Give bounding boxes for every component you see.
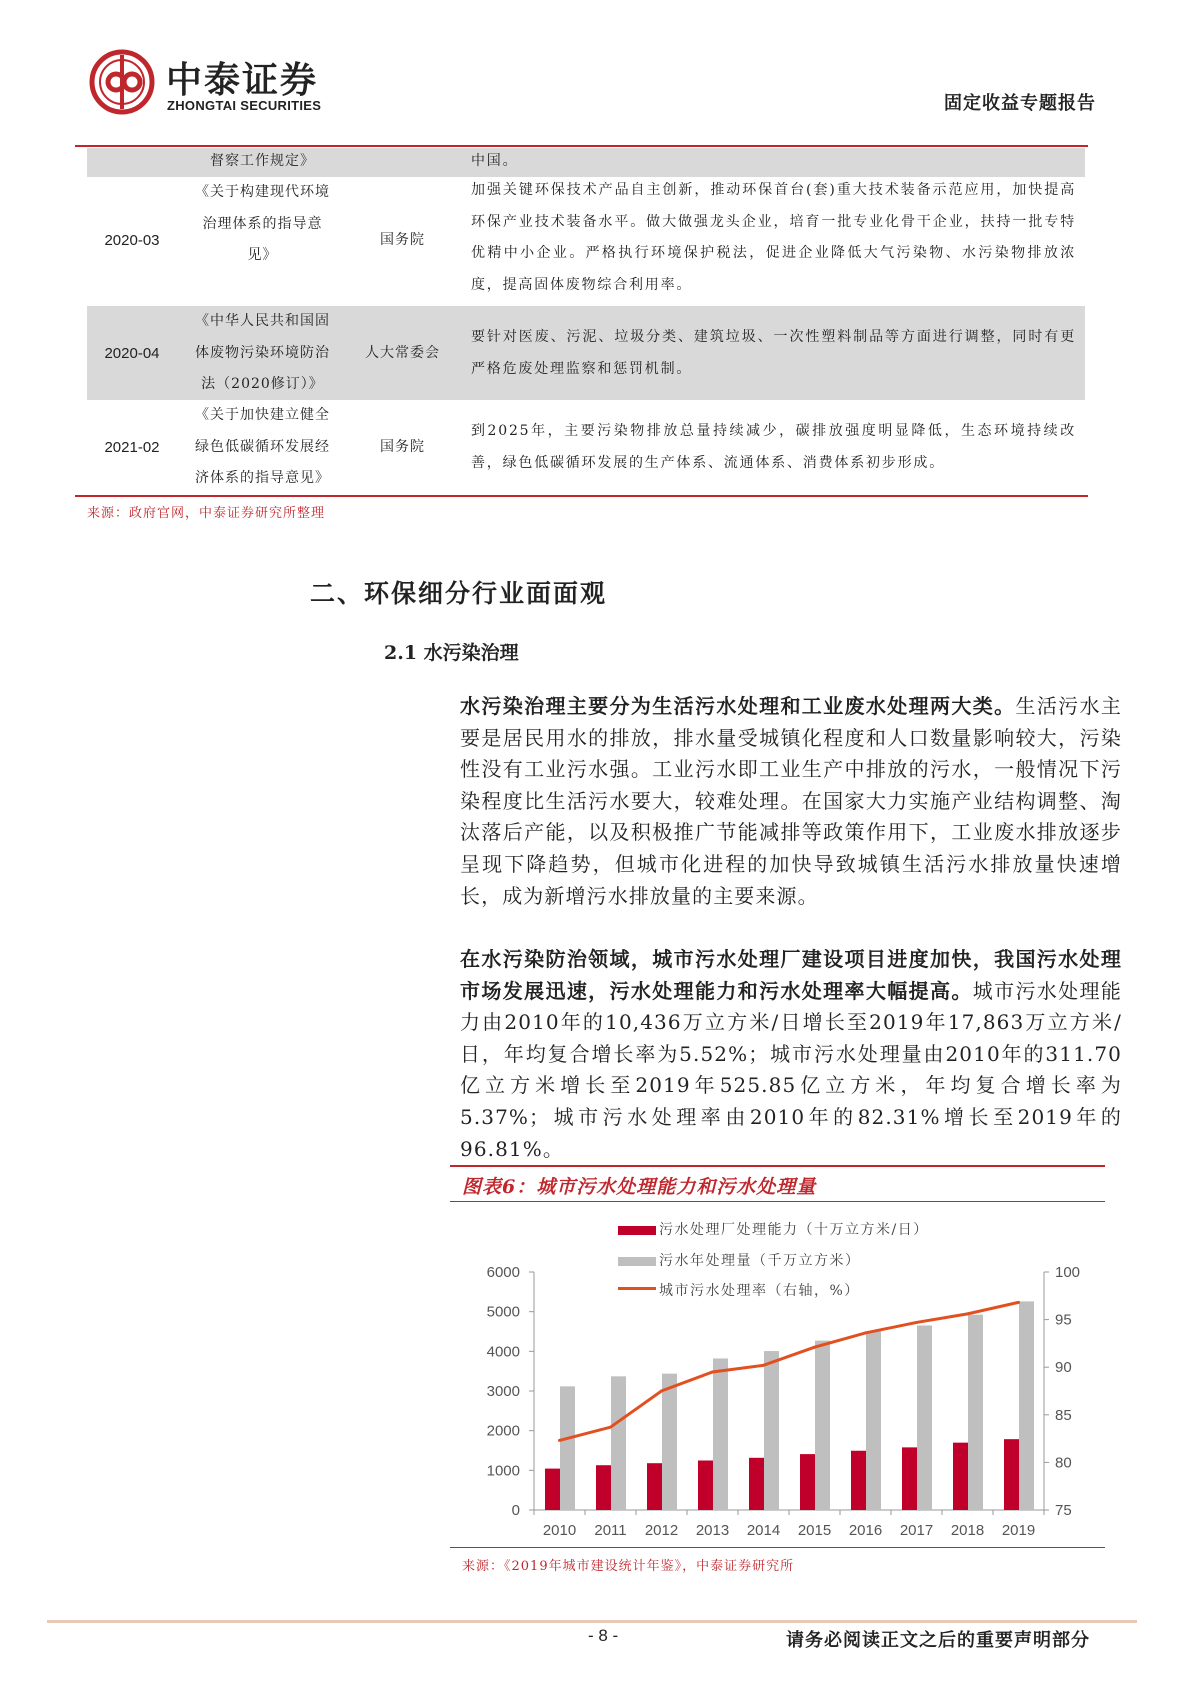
bar-capacity-2014 — [749, 1458, 764, 1510]
bar-volume-2019 — [1019, 1301, 1034, 1510]
y-right-tick-label: 75 — [1055, 1502, 1072, 1519]
bar-capacity-2010 — [545, 1469, 560, 1510]
bar-volume-2013 — [713, 1358, 728, 1510]
x-tick-label: 2015 — [797, 1522, 832, 1539]
x-tick-label: 2012 — [644, 1522, 679, 1539]
policy-date: 2020-03 — [104, 232, 160, 249]
bar-capacity-2013 — [698, 1460, 713, 1510]
report-type: 固定收益专题报告 — [944, 93, 1096, 114]
bar-volume-2014 — [764, 1351, 779, 1510]
bar-volume-2018 — [968, 1315, 983, 1510]
policy-content: 中国。 — [471, 153, 519, 169]
bar-capacity-2016 — [851, 1451, 866, 1510]
x-tick-label: 2014 — [746, 1522, 781, 1539]
x-tick-label: 2018 — [950, 1522, 985, 1539]
y-left-tick-label: 3000 — [486, 1383, 520, 1400]
y-left-tick-label: 5000 — [486, 1303, 520, 1321]
point-rate-2019 — [1017, 1301, 1020, 1304]
bar-volume-2017 — [917, 1325, 932, 1510]
x-tick-label: 2017 — [899, 1522, 934, 1539]
table-source: 来源：政府官网，中泰证券研究所整理 — [87, 506, 326, 521]
bar-capacity-2012 — [647, 1463, 662, 1510]
bar-capacity-2011 — [596, 1465, 611, 1510]
policy-title: 督察工作规定》 — [210, 153, 315, 169]
policy-content: 到2025年，主要污染物排放总量持续减少，碳排放强度明显降低，生态环境持续改善，绿色低碳循环发展的生产体系、流通体系、消费体系初步形成。 — [471, 423, 1076, 471]
x-tick-label: 2019 — [1001, 1522, 1036, 1539]
title-line: 治理体系的指导意 — [202, 215, 323, 232]
para-lead: 水污染治理主要分为生活污水处理和工业废水处理两大类。 — [460, 694, 1016, 718]
point-rate-2018 — [966, 1312, 969, 1315]
bar-volume-2010 — [560, 1386, 575, 1510]
y-left-tick-label: 4000 — [486, 1343, 520, 1361]
bar-capacity-2019 — [1004, 1439, 1019, 1510]
x-tick-label: 2013 — [695, 1522, 730, 1539]
legend-label: 污水处理厂处理能力（十万立方米/日） — [659, 1222, 929, 1238]
policy-content: 加强关键环保技术产品自主创新，推动环保首台(套)重大技术装备示范应用，加快提高环保产业技术装备水平。做大做强龙头企业，培育一批专业化骨干企业，扶持一批专特优精中小企业。严格执行环境保护税法，促进企业降低大气污染物、水污染物排放浓度，提高固体废物综合利用率。 — [471, 182, 1076, 293]
bar-capacity-2018 — [953, 1443, 968, 1510]
bar-volume-2016 — [866, 1332, 881, 1511]
footer-rule — [47, 1620, 1137, 1623]
title-line: 《关于加快建立健全 — [195, 407, 330, 423]
page-number: - 8 - — [588, 1626, 619, 1645]
title-line: 济体系的指导意见》 — [195, 470, 330, 487]
para-body: 城市污水处理能力由2010年的10,436万立方米/日增长至2019年17,863万立方米/日，年均复合增长率为5.52%；城市污水处理量由2010年的311.70亿立方米增长至2019年525.85亿立方米，年均复合增长率为5.37%；城市污水处理率由2010年的82.31%增长至2019年的96.81%。 — [460, 978, 1122, 1161]
y-right-tick-label: 85 — [1055, 1406, 1072, 1424]
y-right-tick-label: 90 — [1055, 1359, 1072, 1377]
y-right-tick-label: 100 — [1055, 1264, 1081, 1281]
section-heading: 二、环保细分行业面面观 — [310, 579, 608, 608]
bar-volume-2011 — [611, 1376, 626, 1510]
chart-bottom-rule — [450, 1547, 1105, 1548]
policy-date: 2021-02 — [104, 439, 160, 456]
policy-date: 2020-04 — [104, 345, 160, 362]
chart-source: 来源：《2019年城市建设统计年鉴》，中泰证券研究所 — [462, 1559, 795, 1574]
subsection-heading: 2.1 水污染治理 — [384, 642, 519, 664]
bar-capacity-2017 — [902, 1447, 917, 1510]
point-rate-2013 — [711, 1370, 714, 1373]
bar-volume-2015 — [815, 1341, 830, 1510]
footer-notice: 请务必阅读正文之后的重要声明部分 — [786, 1630, 1090, 1651]
company-name-cn: 中泰证券 — [166, 60, 319, 101]
x-tick-label: 2016 — [848, 1522, 883, 1539]
y-right-tick-label: 95 — [1055, 1311, 1072, 1329]
company-name-en: ZHONGTAI SECURITIES — [167, 98, 322, 113]
title-line: 《中华人民共和国固 — [195, 313, 330, 329]
title-line: 见》 — [247, 247, 278, 264]
x-tick-label: 2011 — [594, 1522, 627, 1539]
title-line: 《关于构建现代环境 — [195, 184, 330, 200]
policy-org: 人大常委会 — [365, 345, 440, 361]
title-line: 绿色低碳循环发展经 — [195, 438, 330, 455]
y-left-tick-label: 0 — [511, 1502, 520, 1519]
policy-org: 国务院 — [380, 439, 425, 455]
chart-title: 图表6：城市污水处理能力和污水处理量 — [462, 1176, 817, 1198]
x-tick-label: 2010 — [542, 1522, 577, 1539]
title-line: 体废物污染环境防治 — [195, 344, 330, 361]
title-line: 法（2020修订）》 — [201, 376, 324, 393]
y-left-tick-label: 2000 — [486, 1422, 520, 1440]
policy-org: 国务院 — [380, 232, 425, 248]
point-rate-2016 — [864, 1331, 867, 1334]
policy-content: 要针对医废、污泥、垃圾分类、建筑垃圾、一次性塑料制品等方面进行调整，同时有更严格危废处理监察和惩罚机制。 — [471, 329, 1076, 377]
para-lead: 在水污染防治领域，城市污水处理厂建设项目进度加快，我国污水处理市场发展迅速，污水处理能力和污水处理率大幅提高。 — [460, 947, 1122, 1003]
legend-label: 城市污水处理率（右轴，%） — [659, 1283, 860, 1299]
y-left-tick-label: 6000 — [486, 1264, 520, 1281]
legend-label: 污水年处理量（千万立方米） — [659, 1253, 861, 1269]
y-right-tick-label: 80 — [1055, 1454, 1072, 1472]
para-body: 生活污水主要是居民用水的排放，排水量受城镇化程度和人口数量影响较大，污染性没有工业污水强。工业污水即工业生产中排放的污水，一般情况下污染程度比生活污水要大，较难处理。在国家大力实施产业结构调整、淘汰落后产能，以及积极推广节能减排等政策作用下，工业废水排放逐步呈现下降趋势，但城市化进程的加快导致城镇生活污水排放量快速增长，成为新增污水排放量的主要来源。 — [460, 694, 1123, 908]
bar-capacity-2015 — [800, 1454, 815, 1510]
point-rate-2015 — [813, 1346, 816, 1349]
point-rate-2010 — [558, 1439, 561, 1442]
y-left-tick-label: 1000 — [486, 1462, 520, 1480]
line-treatment-rate — [560, 1302, 1019, 1440]
bar-volume-2012 — [662, 1374, 677, 1510]
point-rate-2011 — [609, 1426, 612, 1429]
point-rate-2017 — [915, 1321, 918, 1324]
point-rate-2014 — [762, 1364, 765, 1367]
point-rate-2012 — [660, 1390, 663, 1393]
